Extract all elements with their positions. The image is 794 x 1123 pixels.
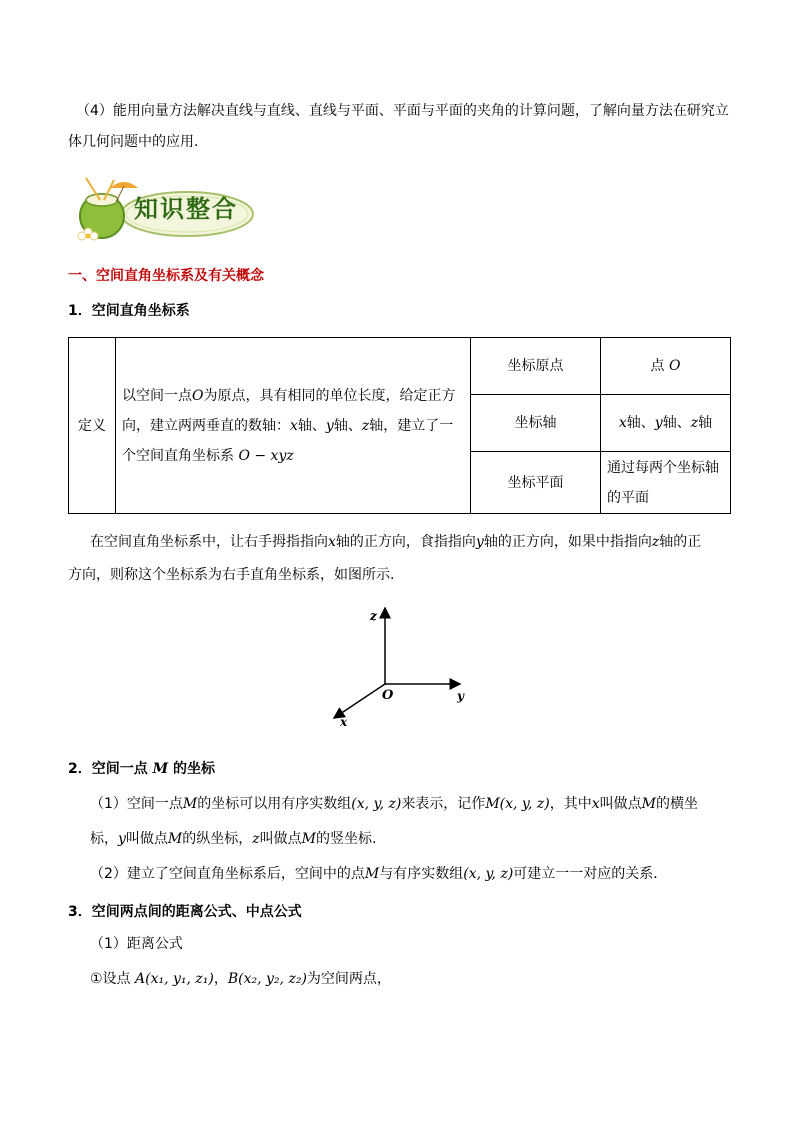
text: 为空间两点， (306, 971, 391, 987)
cell-text: 坐标轴 (514, 415, 557, 431)
text: ， (213, 971, 228, 987)
z-axis-label: z (370, 609, 377, 623)
cell-text: 轴、 (662, 415, 691, 431)
math: M (167, 831, 183, 847)
math: B(x₂, y₂, z₂) (227, 971, 307, 987)
math: M(x, y, z) (485, 796, 550, 812)
section2-p1-line-1 (90, 794, 698, 814)
cell-text: 通过每两个坐标轴 (607, 459, 719, 476)
text: 2．空间一点 (68, 761, 153, 777)
desc-text: 轴、 (333, 417, 362, 434)
desc-line-1 (122, 381, 470, 411)
def-label-text: 定义 (78, 417, 106, 434)
desc-line-2 (122, 411, 470, 441)
text: 叫做点 (259, 831, 302, 847)
math: (x, y, z) (351, 796, 402, 812)
cell-math: x (618, 415, 627, 431)
row-axes-name (471, 395, 601, 452)
desc-line-3 (122, 441, 470, 471)
cell-text: 坐标原点 (507, 358, 564, 374)
text: 叫做点 (125, 831, 168, 847)
section3-p2 (90, 969, 391, 989)
definition-table (68, 337, 731, 514)
cell-math: z (690, 415, 699, 431)
cell-text: 的平面 (607, 489, 649, 506)
cell-text: 轴、 (626, 415, 655, 431)
math: M (641, 796, 656, 812)
x-axis-label: x (340, 715, 348, 729)
desc-math: z (361, 417, 370, 434)
origin-label: O (382, 688, 394, 703)
row-origin-value (601, 338, 731, 395)
text: 的横坐 (655, 796, 698, 812)
cell-math: O (668, 358, 681, 374)
cell-text: 轴 (698, 415, 713, 431)
section3-p1: （1）距离公式 (90, 936, 183, 952)
math: z (651, 534, 660, 550)
text: 轴的正方向，如果中指指向 (483, 534, 652, 550)
row-planes-name (471, 452, 601, 514)
banner-title: 知识整合 (134, 195, 238, 223)
subheading-3: 3．空间两点间的距离公式、中点公式 (68, 904, 302, 920)
subheading-1: 1．空间直角坐标系 (68, 303, 190, 319)
math: M (182, 796, 198, 812)
math: M (152, 761, 169, 777)
rhs-line-2: 方向，则称这个坐标系为右手直角坐标系，如图所示. (68, 567, 395, 583)
desc-math: O − xyz (238, 447, 294, 464)
cell-math: y (654, 415, 663, 431)
text: ①设点 (90, 971, 136, 987)
text: 的坐标可以用有序实数组 (197, 796, 352, 812)
text: 的纵坐标， (182, 831, 253, 847)
text: 可建立一一对应的关系． (513, 866, 668, 882)
desc-math: y (325, 417, 334, 434)
text: 的竖坐标. (316, 831, 377, 847)
section2-p1-line-2 (90, 829, 376, 849)
y-axis-label: y (457, 689, 464, 703)
knowledge-banner (72, 176, 254, 242)
coordinate-axes-diagram (320, 600, 480, 730)
text: 轴的正 (659, 534, 702, 550)
section2-p2 (90, 864, 667, 884)
math: A(x₁, y₁, z₁) (135, 971, 214, 987)
row-planes-value (601, 452, 731, 514)
text: 来表示，记作 (401, 796, 486, 812)
section-heading-1: 一、空间直角坐标系及有关概念 (68, 268, 264, 284)
math: x (328, 534, 336, 550)
cell-text: 坐标平面 (507, 474, 564, 491)
row-axes-value (601, 395, 731, 452)
intro-line-1: （4）能用向量方法解决直线与直线、直线与平面、平面与平面的夹角的计算问题，了解向量方法在研究立 (76, 103, 729, 119)
math: y (475, 534, 484, 550)
text: 叫做点 (599, 796, 642, 812)
rhs-line-1 (90, 532, 701, 552)
desc-text: 轴、 (297, 417, 326, 434)
text: 的坐标 (168, 761, 215, 777)
desc-text: 轴，建立了一 (369, 417, 454, 434)
text: （1）空间一点 (90, 796, 183, 812)
desc-text: 为原点，具有相同的单位长度，给定正方 (203, 387, 456, 404)
text: ，其中 (549, 796, 592, 812)
desc-math: O (192, 387, 204, 404)
table-def-desc (116, 338, 471, 514)
math: M (364, 866, 380, 882)
math: M (301, 831, 316, 847)
text: 在空间直角坐标系中，让右手拇指指向 (90, 534, 328, 550)
text: 轴的正方向，食指指向 (335, 534, 476, 550)
math: (x, y, z) (463, 866, 514, 882)
desc-text: 向，建立两两垂直的数轴： (122, 417, 290, 434)
intro-line-2: 体几何问题中的应用. (68, 134, 199, 150)
row-origin-name (471, 338, 601, 395)
text: 标， (90, 831, 118, 847)
math: z (252, 831, 260, 847)
desc-text: 个空间直角坐标系 (122, 447, 239, 464)
text: （2）建立了空间直角坐标系后，空间中的点 (90, 866, 365, 882)
math: y (118, 831, 126, 847)
math: x (591, 796, 600, 812)
table-def-label (69, 338, 116, 514)
x-axis (334, 684, 385, 718)
desc-text: 以空间一点 (122, 387, 192, 404)
cell-text: 点 (650, 358, 669, 374)
text: 与有序实数组 (379, 866, 464, 882)
subheading-2 (68, 759, 215, 779)
desc-math: x (290, 417, 298, 434)
